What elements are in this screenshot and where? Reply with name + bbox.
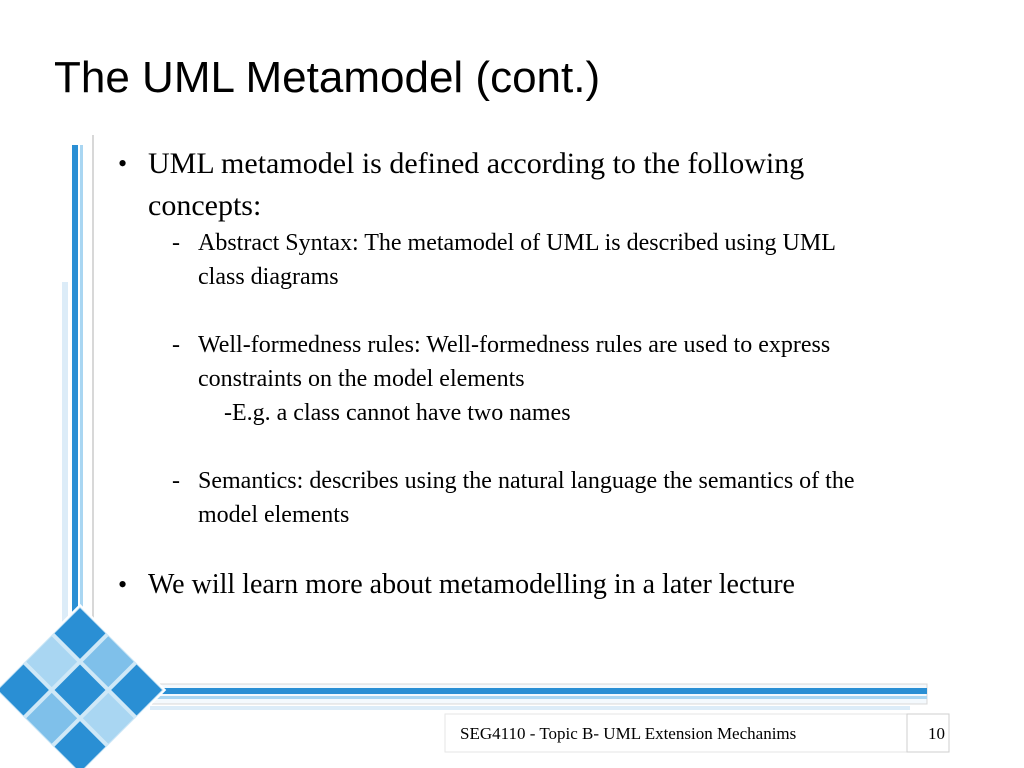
bullet-symbol: • <box>118 570 128 599</box>
sub-bullet-text-line: constraints on the model elements <box>198 366 525 392</box>
sub-bullet-text-line: Semantics: describes using the natural language the semantics of the <box>198 468 855 494</box>
bullet-symbol: • <box>118 149 128 178</box>
sub-bullet-dash: - <box>172 468 180 494</box>
example-text: -E.g. a class cannot have two names <box>224 400 571 426</box>
bullet-text-line: We will learn more about metamodelling in a later lecture <box>148 569 795 600</box>
sub-bullet-text-line: class diagrams <box>198 264 339 290</box>
bullet-text-line: UML metamodel is defined according to the following <box>148 147 805 180</box>
sub-bullet-text-line: Abstract Syntax: The metamodel of UML is described using UML <box>198 230 836 256</box>
sub-bullet-text-line: Well-formedness rules: Well-formedness rules are used to express <box>198 332 831 358</box>
slide-title: The UML Metamodel (cont.) <box>54 53 601 102</box>
sub-bullet-text-line: model elements <box>198 502 350 528</box>
bullet-text-line: concepts: <box>148 189 262 222</box>
sub-bullet-dash: - <box>172 332 180 358</box>
sub-bullet-dash: - <box>172 230 180 256</box>
page-number: 10 <box>928 724 945 743</box>
footer-course-title: SEG4110 - Topic B- UML Extension Mechanims <box>460 724 797 743</box>
